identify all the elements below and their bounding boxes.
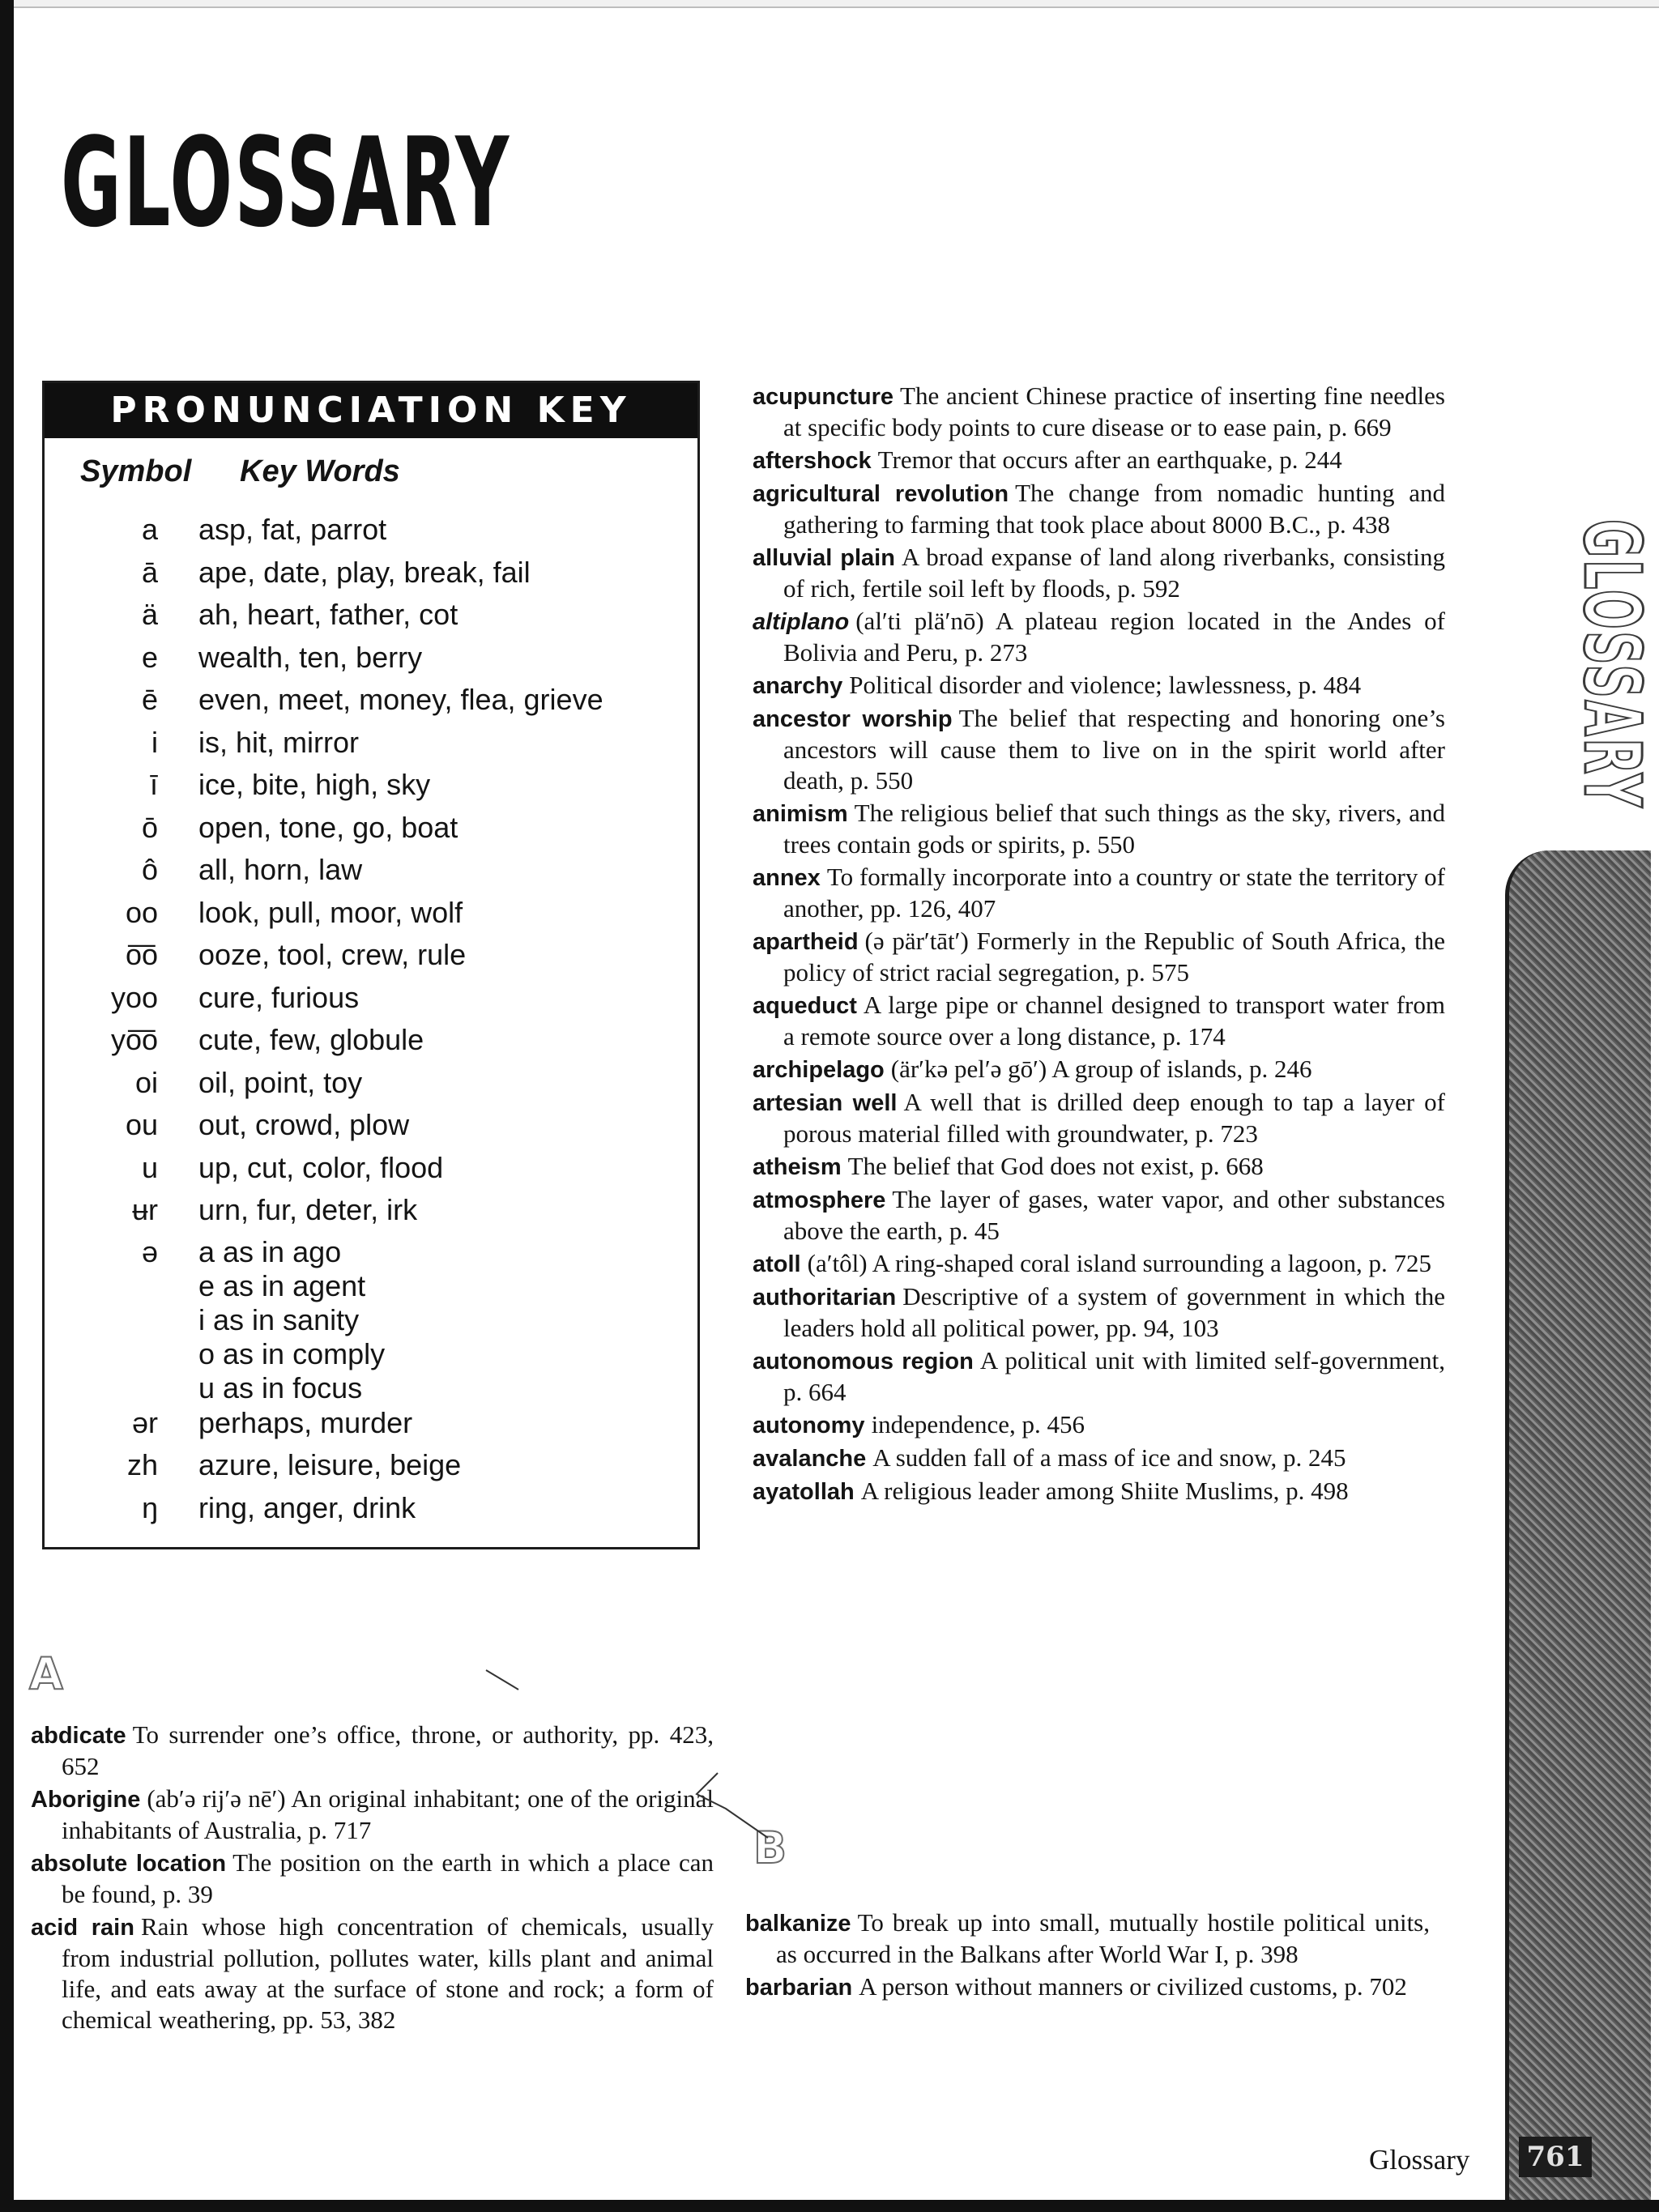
pronunciation-key-words: ape, date, play, break, fail bbox=[198, 555, 531, 589]
pronunciation-key-rows bbox=[45, 509, 697, 1529]
glossary-term: artesian well bbox=[753, 1090, 898, 1116]
glossary-definition: (är′kə pel′ə gō′) A group of islands, p. 246 bbox=[890, 1055, 1312, 1083]
pronunciation-key-words: ice, bite, high, sky bbox=[198, 768, 431, 802]
glossary-term: anarchy bbox=[753, 673, 843, 699]
pronunciation-symbol: ī bbox=[149, 768, 158, 802]
pronunciation-key-row bbox=[45, 1062, 697, 1105]
glossary-term: ancestor worship bbox=[753, 706, 953, 732]
pronunciation-key-row bbox=[45, 552, 697, 595]
pronunciation-key-words: asp, fat, parrot bbox=[198, 513, 387, 547]
pronunciation-key-words: even, meet, money, flea, grieve bbox=[198, 683, 603, 717]
pronunciation-symbol: ə bbox=[141, 1234, 158, 1268]
pronunciation-symbol: u bbox=[141, 1150, 158, 1184]
glossary-definition: (ab′ə rij′ə nē′) An original inhabitant; one of the original inhabitants of Australia, p. 717 bbox=[62, 1784, 714, 1844]
glossary-definition: A person without manners or civilized customs, p. 702 bbox=[859, 1972, 1407, 2001]
pronunciation-key-row bbox=[45, 807, 697, 850]
pronunciation-key-row bbox=[45, 1487, 697, 1530]
glossary-term: annex bbox=[753, 865, 821, 891]
pronunciation-key-words: out, crowd, plow bbox=[198, 1108, 410, 1142]
pronunciation-symbol: ā bbox=[141, 555, 158, 589]
glossary-term: barbarian bbox=[745, 1975, 853, 2001]
glossary-entry bbox=[753, 381, 1445, 443]
glossary-term: animism bbox=[753, 801, 848, 827]
glossary-definition: The layer of gases, water vapor, and other substances above the earth, p. 45 bbox=[783, 1185, 1445, 1245]
glossary-term: abdicate bbox=[31, 1723, 126, 1749]
pen-mark-arrow bbox=[693, 1770, 774, 1843]
glossary-definition: A religious leader among Shiite Muslims, p. 498 bbox=[860, 1477, 1349, 1505]
page-title: GLOSSARY bbox=[61, 111, 511, 254]
scan-edge-left bbox=[0, 0, 14, 2212]
pronunciation-symbol: o͞o bbox=[125, 938, 158, 972]
glossary-definition: The belief that God does not exist, p. 668 bbox=[847, 1152, 1264, 1180]
glossary-definition: (a′tôl) A ring-shaped coral island surrounding a lagoon, p. 725 bbox=[807, 1249, 1432, 1277]
pronunciation-key-line: u as in focus bbox=[198, 1370, 363, 1404]
glossary-term: aqueduct bbox=[753, 993, 857, 1019]
glossary-entry bbox=[753, 990, 1445, 1052]
pronunciation-key-row bbox=[45, 1189, 697, 1232]
glossary-entry bbox=[753, 1476, 1445, 1507]
glossary-definition: Rain whose high concentration of chemicals, usually from industrial pollution, pollutes water, kills plant and animal life, and eats away at the surface of stone and rock; a form of chemical weathering, pp. 53, 382 bbox=[62, 1912, 714, 2034]
pronunciation-symbol: i bbox=[151, 725, 158, 759]
pronunciation-key-line: e as in agent bbox=[198, 1268, 366, 1302]
pronunciation-symbol: ō bbox=[141, 810, 158, 844]
glossary-entry bbox=[753, 798, 1445, 860]
pronunciation-key-words: ooze, tool, crew, rule bbox=[198, 938, 467, 972]
glossary-term: archipelago bbox=[753, 1057, 885, 1083]
glossary-entry bbox=[753, 703, 1445, 796]
pronunciation-key-words: cute, few, globule bbox=[198, 1023, 424, 1057]
glossary-definition: A sudden fall of a mass of ice and snow, p. 245 bbox=[872, 1443, 1346, 1472]
glossary-entry bbox=[753, 542, 1445, 604]
pronunciation-key-row bbox=[45, 892, 697, 935]
glossary-definition: A large pipe or channel designed to transport water from a remote source over a long distance, p. 174 bbox=[783, 991, 1445, 1051]
glossary-term: acid rain bbox=[31, 1915, 134, 1941]
pronunciation-key-row bbox=[45, 977, 697, 1020]
pronunciation-key-row bbox=[45, 1402, 697, 1445]
side-tab-label: GLOSSARY bbox=[1567, 519, 1657, 809]
glossary-column-a-right bbox=[753, 381, 1445, 1509]
pronunciation-key-box bbox=[42, 381, 700, 1549]
glossary-entry bbox=[753, 670, 1445, 701]
glossary-definition: To break up into small, mutually hostile political units, as occurred in the Balkans after World War I, p. 398 bbox=[776, 1908, 1430, 1968]
glossary-definition: The ancient Chinese practice of inserting fine needles at specific body points to cure disease or to ease pain, p. 669 bbox=[783, 381, 1445, 441]
glossary-term: altiplano bbox=[753, 609, 850, 635]
glossary-entry bbox=[753, 478, 1445, 540]
pronunciation-symbol: ʉr bbox=[131, 1193, 158, 1227]
glossary-entry bbox=[745, 1971, 1430, 2003]
pronunciation-key-words: ah, heart, father, cot bbox=[198, 598, 458, 632]
pronunciation-symbol: oo bbox=[125, 895, 158, 929]
glossary-definition: The change from nomadic hunting and gathering to farming that took place about 8000 B.C., p. 438 bbox=[783, 479, 1445, 539]
section-letter-a: A bbox=[29, 1648, 63, 1699]
glossary-term: absolute location bbox=[31, 1851, 227, 1877]
pronunciation-key-words: open, tone, go, boat bbox=[198, 810, 458, 844]
glossary-term: atmosphere bbox=[753, 1187, 886, 1213]
pronunciation-key-line: i as in sanity bbox=[198, 1302, 360, 1336]
pronunciation-key-row bbox=[45, 594, 697, 637]
pronunciation-key-row bbox=[45, 637, 697, 680]
pronunciation-key-row bbox=[45, 1232, 697, 1402]
glossary-entry bbox=[753, 1087, 1445, 1149]
pronunciation-symbol: a bbox=[141, 513, 158, 547]
glossary-definition: Tremor that occurs after an earthquake, p. 244 bbox=[877, 445, 1342, 474]
pronunciation-key-row bbox=[45, 764, 697, 807]
pronunciation-key-words: oil, point, toy bbox=[198, 1065, 363, 1099]
glossary-definition: (al′ti plä′nō) A plateau region located in the Andes of Bolivia and Peru, p. 273 bbox=[783, 607, 1445, 667]
glossary-definition: The religious belief that such things as the sky, rivers, and trees contain gods or spirits, p. 550 bbox=[783, 799, 1445, 859]
footer-label: Glossary bbox=[1369, 2144, 1470, 2176]
glossary-term: aftershock bbox=[753, 448, 872, 474]
glossary-definition: To surrender one’s office, throne, or authority, pp. 423, 652 bbox=[62, 1720, 714, 1780]
glossary-entry bbox=[31, 1912, 714, 2035]
glossary-definition: The belief that respecting and honoring one’s ancestors will cause them to live on in the spirit world after death, p. 550 bbox=[783, 704, 1445, 795]
glossary-definition: Political disorder and violence; lawlessness, p. 484 bbox=[849, 671, 1362, 699]
pronunciation-key-heading: PRONUNCIATION KEY bbox=[45, 383, 697, 438]
pronunciation-key-row bbox=[45, 1444, 697, 1487]
glossary-term: alluvial plain bbox=[753, 545, 895, 571]
glossary-definition: A political unit with limited self-government, p. 664 bbox=[783, 1346, 1445, 1406]
pronunciation-key-words: cure, furious bbox=[198, 980, 360, 1014]
pronunciation-symbol: zh bbox=[126, 1448, 158, 1482]
pen-mark-stroke bbox=[484, 1667, 522, 1693]
pronunciation-key-words: is, hit, mirror bbox=[198, 725, 359, 759]
pronunciation-key-words: azure, leisure, beige bbox=[198, 1448, 462, 1482]
glossary-definition: The position on the earth in which a place can be found, p. 39 bbox=[62, 1848, 714, 1908]
pronunciation-key-row bbox=[45, 722, 697, 765]
glossary-entry bbox=[753, 1409, 1445, 1441]
glossary-definition: (ə pär′tāt′) Formerly in the Republic of South Africa, the policy of strict racial segregation, p. 575 bbox=[783, 927, 1445, 987]
glossary-term: atheism bbox=[753, 1154, 842, 1180]
pronunciation-key-words: perhaps, murder bbox=[198, 1405, 413, 1439]
pronunciation-key-words: urn, fur, deter, irk bbox=[198, 1193, 418, 1227]
keywords-column-header: Key Words bbox=[240, 454, 400, 488]
glossary-term: Aborigine bbox=[31, 1787, 141, 1813]
pronunciation-key-words: look, pull, moor, wolf bbox=[198, 895, 463, 929]
pronunciation-key-words: ring, anger, drink bbox=[198, 1490, 416, 1524]
pronunciation-key-row bbox=[45, 849, 697, 892]
glossary-entry bbox=[753, 1443, 1445, 1474]
pronunciation-symbol: oi bbox=[134, 1065, 158, 1099]
glossary-term: avalanche bbox=[753, 1446, 867, 1472]
glossary-entry bbox=[753, 445, 1445, 476]
pronunciation-key-line: o as in comply bbox=[198, 1336, 386, 1370]
glossary-entry bbox=[753, 1184, 1445, 1247]
glossary-term: ayatollah bbox=[753, 1479, 855, 1505]
pronunciation-key-words: wealth, ten, berry bbox=[198, 640, 423, 674]
glossary-column-b bbox=[745, 1907, 1430, 2005]
glossary-term: agricultural revolution bbox=[753, 481, 1009, 507]
pronunciation-symbol: e bbox=[141, 640, 158, 674]
page-number: 761 bbox=[1519, 2137, 1592, 2177]
glossary-entry bbox=[31, 1720, 714, 1782]
pronunciation-symbol: ŋ bbox=[141, 1490, 158, 1524]
pronunciation-key-row bbox=[45, 679, 697, 722]
pronunciation-schwa-lines bbox=[198, 1235, 697, 1405]
glossary-entry bbox=[753, 1248, 1445, 1280]
pronunciation-symbol: ē bbox=[141, 683, 158, 717]
symbol-column-header: Symbol bbox=[80, 454, 192, 488]
pronunciation-symbol: ər bbox=[131, 1405, 158, 1439]
scan-edge-top bbox=[14, 0, 1659, 8]
glossary-entry bbox=[753, 862, 1445, 924]
pronunciation-key-row bbox=[45, 1104, 697, 1147]
glossary-definition: To formally incorporate into a country or state the territory of another, pp. 126, 407 bbox=[783, 863, 1445, 923]
pronunciation-key-words: up, cut, color, flood bbox=[198, 1150, 444, 1184]
scan-edge-bottom bbox=[0, 2200, 1659, 2212]
glossary-entry bbox=[753, 1281, 1445, 1344]
pronunciation-symbol: yoo bbox=[110, 980, 158, 1014]
glossary-entry bbox=[753, 606, 1445, 668]
glossary-entry bbox=[753, 1054, 1445, 1085]
glossary-term: autonomy bbox=[753, 1413, 865, 1438]
section-letter-b: B bbox=[753, 1822, 787, 1873]
pronunciation-key-row bbox=[45, 1147, 697, 1190]
pronunciation-key-column-headers bbox=[45, 454, 697, 495]
glossary-term: atoll bbox=[753, 1251, 801, 1277]
glossary-entry bbox=[753, 1151, 1445, 1183]
glossary-term: acupuncture bbox=[753, 384, 894, 410]
glossary-definition: A broad expanse of land along riverbanks, consisting of rich, fertile soil left by floods, p. 592 bbox=[783, 543, 1445, 603]
pronunciation-key-row bbox=[45, 1019, 697, 1062]
pronunciation-symbol: yo͞o bbox=[110, 1023, 158, 1057]
glossary-definition: independence, p. 456 bbox=[871, 1410, 1085, 1438]
glossary-term: autonomous region bbox=[753, 1349, 974, 1375]
pronunciation-key-row bbox=[45, 509, 697, 552]
glossary-term: authoritarian bbox=[753, 1285, 897, 1311]
glossary-entry bbox=[753, 926, 1445, 988]
glossary-term: balkanize bbox=[745, 1911, 851, 1937]
pronunciation-key-words: all, horn, law bbox=[198, 853, 363, 887]
glossary-definition: A well that is drilled deep enough to tap a layer of porous material filled with groundwater, p. 723 bbox=[783, 1088, 1445, 1148]
pronunciation-key-row bbox=[45, 934, 697, 977]
glossary-column-a-left bbox=[31, 1720, 714, 2037]
pronunciation-symbol: ou bbox=[125, 1108, 158, 1142]
pronunciation-key-line: a as in ago bbox=[198, 1234, 342, 1268]
glossary-entry bbox=[745, 1907, 1430, 1970]
pronunciation-symbol: ô bbox=[141, 853, 158, 887]
glossary-entry bbox=[31, 1848, 714, 1910]
glossary-definition: Descriptive of a system of government in which the leaders hold all political power, pp. 94, 103 bbox=[783, 1282, 1445, 1342]
pronunciation-symbol: ä bbox=[141, 598, 158, 632]
glossary-entry bbox=[753, 1345, 1445, 1408]
glossary-entry bbox=[31, 1784, 714, 1846]
side-tab-bar bbox=[1505, 850, 1651, 2200]
glossary-term: apartheid bbox=[753, 929, 859, 955]
